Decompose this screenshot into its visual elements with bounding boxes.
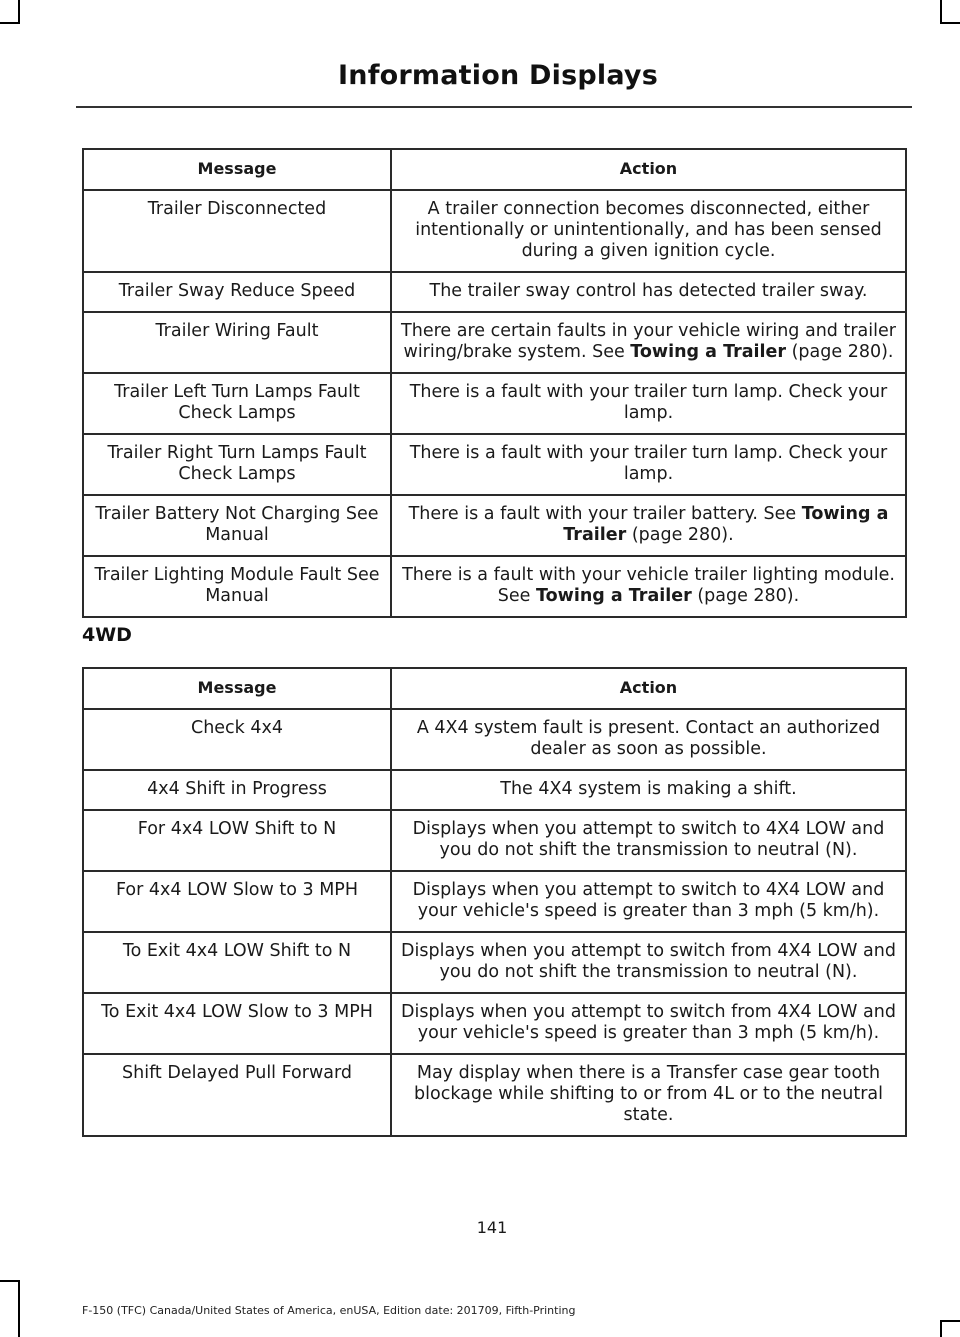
action-cell: Displays when you attempt to switch from 4X4 LOW and you do not shift the transmission to neutral (N). — [391, 932, 906, 993]
message-cell: For 4x4 LOW Slow to 3 MPH — [83, 871, 391, 932]
message-cell: Check 4x4 — [83, 709, 391, 770]
table-row — [83, 373, 906, 434]
action-cell: There is a fault with your trailer turn lamp. Check your lamp. — [391, 434, 906, 495]
page-number: 141 — [476, 1218, 508, 1237]
message-cell: For 4x4 LOW Shift to N — [83, 810, 391, 871]
crop-mark-top-left-h — [0, 22, 20, 24]
table-row — [83, 770, 906, 810]
page-reference: (page 280). — [626, 525, 734, 545]
action-cell — [391, 312, 906, 373]
edition-footer: F-150 (TFC) Canada/United States of America, enUSA, Edition date: 201709, Fifth-Printing — [82, 1304, 576, 1317]
crop-mark-bottom-left-h — [0, 1280, 20, 1282]
cross-reference-link[interactable]: Towing a Trailer — [563, 504, 889, 545]
message-cell: Shift Delayed Pull Forward — [83, 1054, 391, 1136]
page-section-title: Information Displays — [338, 60, 658, 91]
crop-mark-top-left — [18, 0, 20, 24]
crop-mark-top-right — [940, 0, 942, 24]
crop-mark-top-right-h — [940, 22, 960, 24]
action-cell: The trailer sway control has detected trailer sway. — [391, 272, 906, 312]
table-header-row — [83, 149, 906, 190]
action-cell: There is a fault with your trailer turn lamp. Check your lamp. — [391, 373, 906, 434]
table-row — [83, 993, 906, 1054]
action-cell: Displays when you attempt to switch from 4X4 LOW and your vehicle's speed is greater than 3 mph (5 km/h). — [391, 993, 906, 1054]
message-cell: Trailer Lighting Module Fault See Manual — [83, 556, 391, 617]
message-cell: Trailer Right Turn Lamps Fault Check Lamps — [83, 434, 391, 495]
action-text: There is a fault with your vehicle trailer lighting module. See — [402, 565, 895, 606]
table-header-row — [83, 668, 906, 709]
cross-reference-link[interactable]: Towing a Trailer — [630, 342, 787, 362]
action-cell: The 4X4 system is making a shift. — [391, 770, 906, 810]
action-cell — [391, 556, 906, 617]
crop-mark-bottom-right — [940, 1320, 942, 1337]
page-reference: (page 280). — [691, 586, 800, 606]
action-text: There is a fault with your trailer battery. See — [408, 504, 802, 524]
message-cell: Trailer Battery Not Charging See Manual — [83, 495, 391, 556]
message-cell: Trailer Wiring Fault — [83, 312, 391, 373]
crop-mark-bottom-left — [18, 1280, 20, 1337]
action-cell: Displays when you attempt to switch to 4X4 LOW and your vehicle's speed is greater than 3 mph (5 km/h). — [391, 871, 906, 932]
action-cell: May display when there is a Transfer case gear tooth blockage while shifting to or from 4L or to the neutral state. — [391, 1054, 906, 1136]
crop-mark-bottom-right-h — [940, 1320, 960, 1322]
column-header-message: Message — [83, 668, 391, 709]
message-cell: To Exit 4x4 LOW Shift to N — [83, 932, 391, 993]
table-row — [83, 272, 906, 312]
action-cell: A 4X4 system fault is present. Contact an authorized dealer as soon as possible. — [391, 709, 906, 770]
section-heading-4wd: 4WD — [82, 624, 132, 646]
message-cell: Trailer Sway Reduce Speed — [83, 272, 391, 312]
action-cell — [391, 495, 906, 556]
column-header-action: Action — [391, 149, 906, 190]
column-header-message: Message — [83, 149, 391, 190]
cross-reference-link[interactable]: Towing a Trailer — [536, 586, 692, 606]
4wd-messages-table — [82, 667, 907, 1137]
header-divider — [76, 106, 912, 108]
table-row — [83, 190, 906, 272]
table-row — [83, 871, 906, 932]
column-header-action: Action — [391, 668, 906, 709]
table-row — [83, 556, 906, 617]
table-row — [83, 810, 906, 871]
action-cell: Displays when you attempt to switch to 4X4 LOW and you do not shift the transmission to neutral (N). — [391, 810, 906, 871]
message-cell: 4x4 Shift in Progress — [83, 770, 391, 810]
action-cell: A trailer connection becomes disconnected, either intentionally or unintentionally, and has been sensed during a given ignition cycle. — [391, 190, 906, 272]
action-text: There are certain faults in your vehicle wiring and trailer wiring/brake system. See — [401, 321, 896, 362]
table-row — [83, 312, 906, 373]
table-row — [83, 495, 906, 556]
table-row — [83, 434, 906, 495]
page-reference: (page 280). — [786, 342, 894, 362]
table-row — [83, 932, 906, 993]
table-row — [83, 709, 906, 770]
trailer-messages-table — [82, 148, 907, 618]
message-cell: Trailer Disconnected — [83, 190, 391, 272]
message-cell: Trailer Left Turn Lamps Fault Check Lamps — [83, 373, 391, 434]
message-cell: To Exit 4x4 LOW Slow to 3 MPH — [83, 993, 391, 1054]
table-row — [83, 1054, 906, 1136]
